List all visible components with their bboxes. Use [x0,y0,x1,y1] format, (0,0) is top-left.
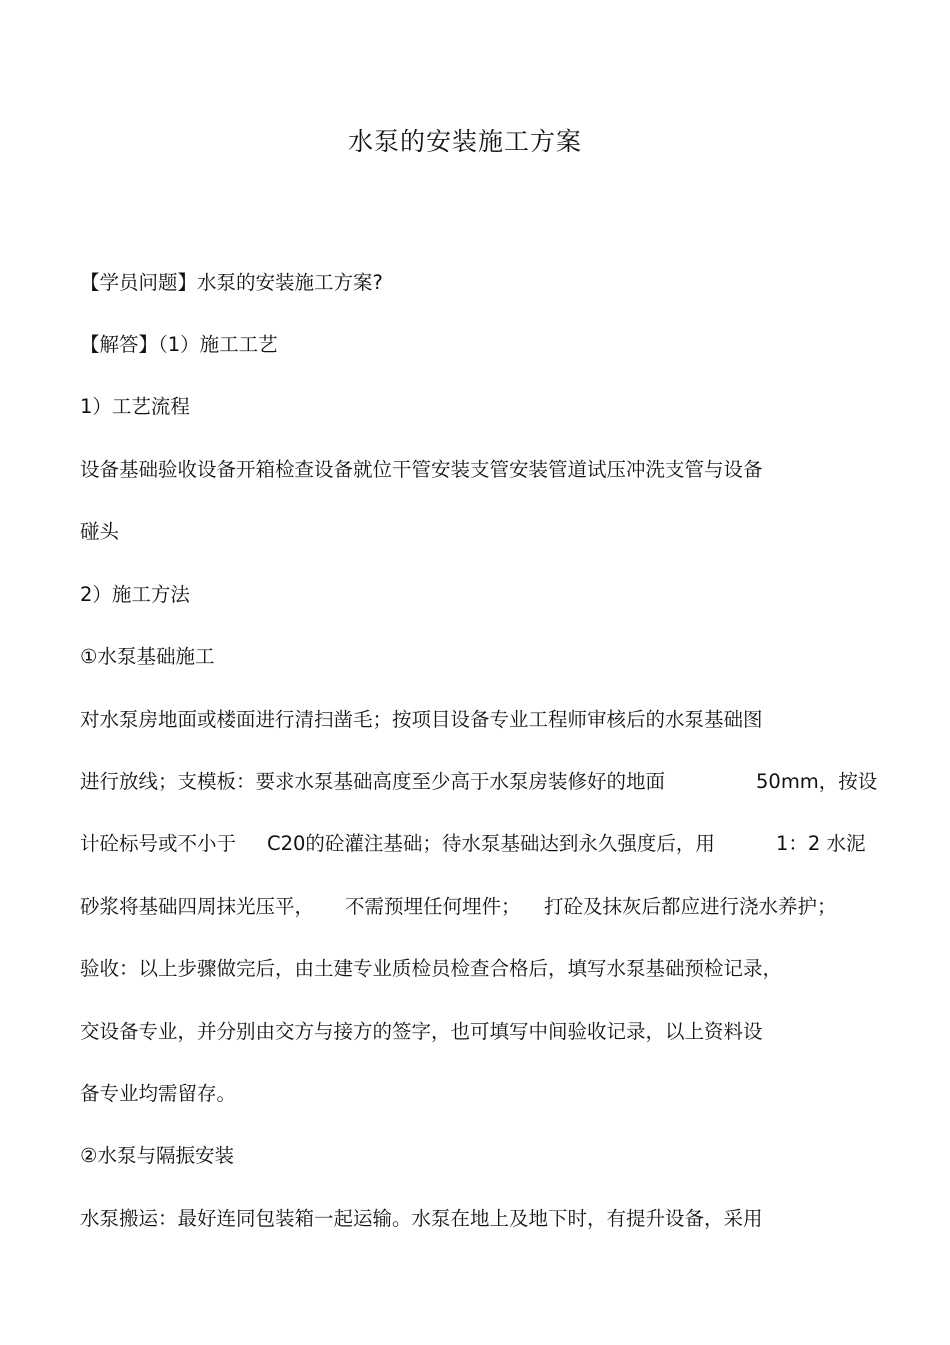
paragraph-line: 设备基础验收设备开箱检查设备就位干管安装支管安装管道试压冲洗支管与设备 [80,458,763,481]
section-heading-process-flow: 1）工艺流程 [80,395,190,418]
answer-heading: 【解答】（1）施工工艺 [80,333,278,356]
section-heading-construction-method: 2）施工方法 [80,583,190,606]
paragraph-line: 碰头 [80,520,120,543]
line-segment: 50mm，按设 [756,770,878,793]
paragraph-line [80,767,878,797]
paragraph-line: 水泵搬运：最好连同包装箱一起运输。水泵在地上及地下时，有提升设备，采用 [80,1207,763,1230]
paragraph-line: 备专业均需留存。 [80,1082,237,1105]
line-segment: C20的砼灌注基础；待水泵基础达到永久强度后，用 [267,832,715,855]
line-segment: 1：2 水泥 [776,832,866,855]
document-title: 水泵的安装施工方案 [347,127,582,156]
line-segment: 砂浆将基础四周抹光压平， [80,895,315,918]
subsection-heading-pump-foundation: ①水泵基础施工 [80,645,215,668]
line-segment: 打砼及抹灰后都应进行浇水养护； [544,895,837,918]
paragraph-line [80,829,870,859]
line-segment: 进行放线；支模板：要求水泵基础高度至少高于水泵房装修好的地面 [80,770,666,793]
line-segment: 不需预埋任何埋件； [345,895,521,918]
paragraph-line: 对水泵房地面或楼面进行清扫凿毛；按项目设备专业工程师审核后的水泵基础图 [80,708,763,731]
paragraph-line: 交设备专业，并分别由交方与接方的签字，也可填写中间验收记录，以上资料设 [80,1020,763,1043]
paragraph-line [80,892,870,922]
line-segment: 计砼标号或不小于 [80,832,237,855]
subsection-heading-pump-isolation: ②水泵与隔振安装 [80,1144,234,1167]
question-line: 【学员问题】水泵的安装施工方案? [80,271,383,294]
paragraph-line: 验收：以上步骤做完后，由土建专业质检员检查合格后，填写水泵基础预检记录， [80,957,783,980]
